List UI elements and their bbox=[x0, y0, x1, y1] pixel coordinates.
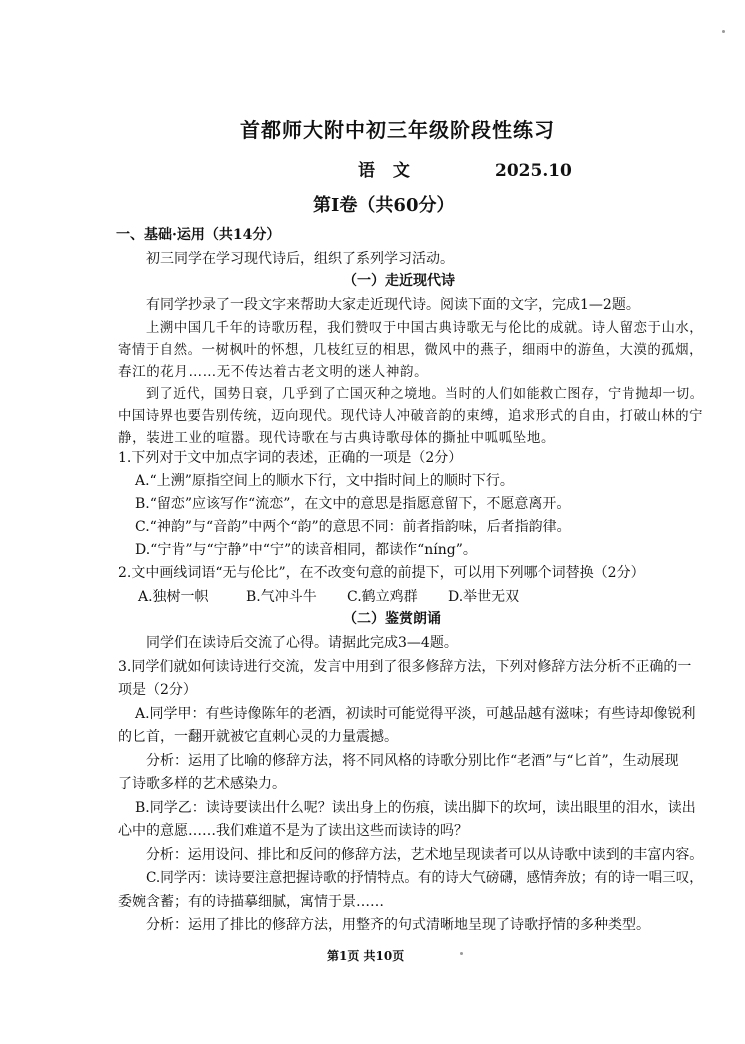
volume-title: 第Ⅰ卷（共60分） bbox=[313, 195, 455, 216]
scan-speck bbox=[722, 30, 725, 33]
q3-line-2: 的匕首，一翻开就被它直刺心灵的力量震撼。 bbox=[118, 729, 398, 745]
q3-line-1: A.同学甲：有些诗像陈年的老酒，初读时可能觉得平淡，可越品越有滋味；有些诗却像锐利 bbox=[135, 706, 696, 722]
passage-line-3: 春江的花月……无不传达着古老文明的迷人神韵。 bbox=[118, 364, 429, 380]
passage-line-2: 寄情于自然。一树枫叶的怀想，几枝红豆的相思，微风中的燕子，细雨中的游鱼，大漠的孤烟， bbox=[118, 342, 704, 358]
question-3-stem-line-1: 3.同学们就如何读诗进行交流，发言中用到了很多修辞方法，下列对修辞方法分析不正确的一 bbox=[118, 659, 692, 675]
question-1-option-b: B.“留恋”应该写作“流恋”，在文中的意思是指愿意留下，不愿意离开。 bbox=[135, 496, 571, 512]
passage-line-6: 静，装进工业的喧嚣。现代诗歌在与古典诗歌母体的撕扯中呱呱坠地。 bbox=[118, 430, 556, 446]
question-2-stem: 2.文中画线词语“无与伦比”，在不改变句意的前提下，可以用下列哪个词替换（2分） bbox=[118, 565, 645, 581]
subject-label: 语 文 bbox=[358, 161, 416, 181]
question-1-option-c: C.“神韵”与“音韵”中两个“韵”的意思不同：前者指韵味，后者指韵律。 bbox=[135, 519, 571, 535]
q3-line-7: 分析：运用设问、排比和反问的修辞方法，艺术地呈现读者可以从诗歌中读到的丰富内容。 bbox=[146, 847, 704, 863]
question-1-stem: 1.下列对于文中加点字词的表述，正确的一项是（2分） bbox=[118, 450, 463, 466]
question-3-stem-line-2: 项是（2分） bbox=[118, 682, 197, 698]
question-2-option-b: B.气冲斗牛 bbox=[246, 589, 317, 605]
passage-line-5: 中国诗界也要告别传统，迈向现代。现代诗人冲破音韵的束缚，追求形式的自由，打破山林的宁 bbox=[118, 408, 704, 424]
q3-line-4: 了诗歌多样的艺术感染力。 bbox=[118, 776, 286, 792]
question-2-option-c: C.鹤立鸡群 bbox=[347, 589, 418, 605]
section-heading: 一、基础·运用（共14分） bbox=[116, 227, 281, 243]
part2-title: （二）鉴赏朗诵 bbox=[343, 611, 441, 627]
q3-line-10: 分析：运用了排比的修辞方法，用整齐的句式清晰地呈现了诗歌抒情的多种类型。 bbox=[146, 917, 650, 933]
page-title: 首都师大附中初三年级阶段性练习 bbox=[240, 118, 555, 142]
passage-line-1: 上溯中国几千年的诗歌历程，我们赞叹于中国古典诗歌无与伦比的成就。诗人留恋于山水， bbox=[146, 320, 704, 336]
exam-date: 2025.10 bbox=[495, 161, 572, 181]
scan-speck bbox=[460, 952, 463, 955]
part1-title: （一）走近现代诗 bbox=[343, 273, 455, 289]
question-2-option-a: A.独树一帜 bbox=[138, 589, 209, 605]
section-intro: 初三同学在学习现代诗后，组织了系列学习活动。 bbox=[146, 251, 454, 267]
question-2-option-d: D.举世无双 bbox=[448, 589, 520, 605]
question-1-option-d: D.“宁肯”与“宁静”中“宁”的读音相同，都读作“níng”。 bbox=[135, 542, 477, 558]
q3-line-6: 心中的意愿……我们难道不是为了读出这些而读诗的吗？ bbox=[118, 823, 468, 839]
part1-instruction: 有同学抄录了一段文字来帮助大家走近现代诗。阅读下面的文字，完成1—2题。 bbox=[146, 297, 640, 313]
q3-line-3: 分析：运用了比喻的修辞方法，将不同风格的诗歌分别比作“老酒”与“匕首”，生动展现 bbox=[146, 753, 679, 769]
q3-line-5: B.同学乙：读诗要读出什么呢？读出身上的伤痕，读出脚下的坎坷，读出眼里的泪水，读出 bbox=[135, 800, 696, 816]
question-1-option-a: A.“上溯”原指空间上的顺水下行，文中指时间上的顺时下行。 bbox=[135, 473, 514, 489]
page-footer: 第1页 共10页 bbox=[327, 949, 405, 963]
passage-line-4: 到了近代，国势日衰，几乎到了亡国灭种之境地。当时的人们如能救亡图存，宁肯抛却一切。 bbox=[146, 386, 704, 402]
q3-line-9: 委婉含蓄；有的诗描摹细腻，寓情于景…… bbox=[118, 894, 384, 910]
q3-line-8: C.同学丙：读诗要注意把握诗歌的抒情特点。有的诗大气磅礴，感情奔放；有的诗一唱三叹， bbox=[146, 870, 703, 886]
part2-instruction: 同学们在读诗后交流了心得。请据此完成3—4题。 bbox=[146, 635, 458, 651]
